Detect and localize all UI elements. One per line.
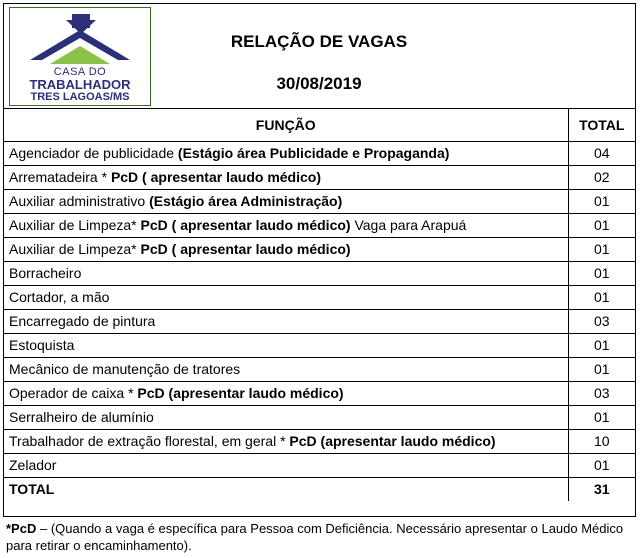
logo-line-3: TRES LAGOAS/MS	[30, 91, 130, 103]
casa-do-trabalhador-logo	[9, 7, 151, 106]
job-title-part: PcD ( apresentar laudo médico)	[110, 169, 321, 185]
job-title-cell	[4, 165, 568, 189]
job-title-cell	[4, 141, 568, 165]
table-row	[4, 237, 635, 261]
job-title-part: Auxiliar de Limpeza*	[9, 241, 141, 257]
job-title-part: (Estágio área Administração)	[149, 193, 343, 209]
table-row	[4, 333, 635, 357]
job-total-cell: 01	[568, 453, 635, 477]
job-title-part: Arrematadeira *	[9, 169, 111, 185]
table-row	[4, 141, 635, 165]
job-title-part: Trabalhador de extração florestal, em geral *	[9, 433, 290, 449]
total-value: 31	[568, 477, 635, 501]
table-row	[4, 429, 635, 453]
job-title-part: Auxiliar de Limpeza*	[9, 217, 141, 233]
job-title-cell	[4, 309, 568, 333]
column-header-total: TOTAL	[568, 109, 635, 141]
job-title-cell	[4, 429, 568, 453]
table-row	[4, 261, 635, 285]
job-title-part: Serralheiro de alumínio	[9, 409, 154, 425]
job-title-part: Encarregado de pintura	[9, 313, 156, 329]
table-row	[4, 381, 635, 405]
job-total-cell: 03	[568, 381, 635, 405]
job-title-part: Operador de caixa *	[9, 385, 138, 401]
job-total-cell: 01	[568, 237, 635, 261]
job-title-cell	[4, 405, 568, 429]
table-row	[4, 309, 635, 333]
job-total-cell: 01	[568, 357, 635, 381]
job-total-cell: 01	[568, 213, 635, 237]
logo-line-1: CASA DO	[53, 66, 107, 78]
table-row	[4, 165, 635, 189]
job-title-cell	[4, 261, 568, 285]
job-title-cell	[4, 453, 568, 477]
table-total-row	[4, 477, 635, 501]
table-row	[4, 405, 635, 429]
job-title-part: Zelador	[9, 457, 57, 473]
job-title-part: Agenciador de publicidade	[9, 145, 178, 161]
logo-line-2: TRABALHADOR	[29, 77, 131, 92]
page-date: 30/08/2019	[276, 74, 362, 93]
table-row	[4, 285, 635, 309]
table-header-row	[4, 109, 635, 141]
table-row	[4, 213, 635, 237]
job-total-cell: 03	[568, 309, 635, 333]
job-total-cell: 01	[568, 261, 635, 285]
column-header-funcao: FUNÇÃO	[4, 109, 568, 141]
job-list-sheet	[3, 3, 636, 517]
job-title-part: Cortador, a mão	[9, 289, 110, 305]
job-total-cell: 01	[568, 333, 635, 357]
job-total-cell: 01	[568, 405, 635, 429]
vacancy-table	[4, 109, 635, 501]
pcd-footnote	[6, 520, 636, 554]
job-total-cell: 02	[568, 165, 635, 189]
job-title-part: Auxiliar administrativo	[9, 193, 150, 209]
job-title-cell	[4, 189, 568, 213]
job-title-cell	[4, 333, 568, 357]
job-title-cell	[4, 285, 568, 309]
job-title-cell	[4, 357, 568, 381]
table-row	[4, 453, 635, 477]
header	[4, 4, 635, 109]
table-row	[4, 189, 635, 213]
job-title-part: (Estágio área Publicidade e Propaganda)	[177, 145, 450, 161]
job-title-cell	[4, 381, 568, 405]
job-title-part: PcD (apresentar laudo médico)	[289, 433, 496, 449]
job-total-cell: 01	[568, 285, 635, 309]
job-title-part: Vaga para Arapuá	[350, 217, 467, 233]
job-title-part: PcD (apresentar laudo médico)	[137, 385, 344, 401]
job-title-part: Borracheiro	[9, 265, 82, 281]
job-title-part: Mecânico de manutenção de tratores	[9, 361, 241, 377]
page-title: RELAÇÃO DE VAGAS	[230, 32, 408, 51]
job-total-cell: 10	[568, 429, 635, 453]
job-title-cell	[4, 237, 568, 261]
job-title-cell	[4, 213, 568, 237]
job-total-cell: 01	[568, 189, 635, 213]
footnote-text: – (Quando a vaga é específica para Pessoa com Deficiência. Necessário apresentar o Laudo Médico para retirar o encaminhamento).	[6, 521, 624, 553]
job-title-part: PcD ( apresentar laudo médico)	[140, 217, 351, 233]
job-title-part: Estoquista	[9, 337, 75, 353]
table-row	[4, 357, 635, 381]
total-label: TOTAL	[4, 477, 568, 501]
job-total-cell: 04	[568, 141, 635, 165]
footnote-prefix: *PcD	[6, 521, 37, 536]
job-title-part: PcD ( apresentar laudo médico)	[140, 241, 351, 257]
house-roof-icon	[10, 8, 150, 68]
